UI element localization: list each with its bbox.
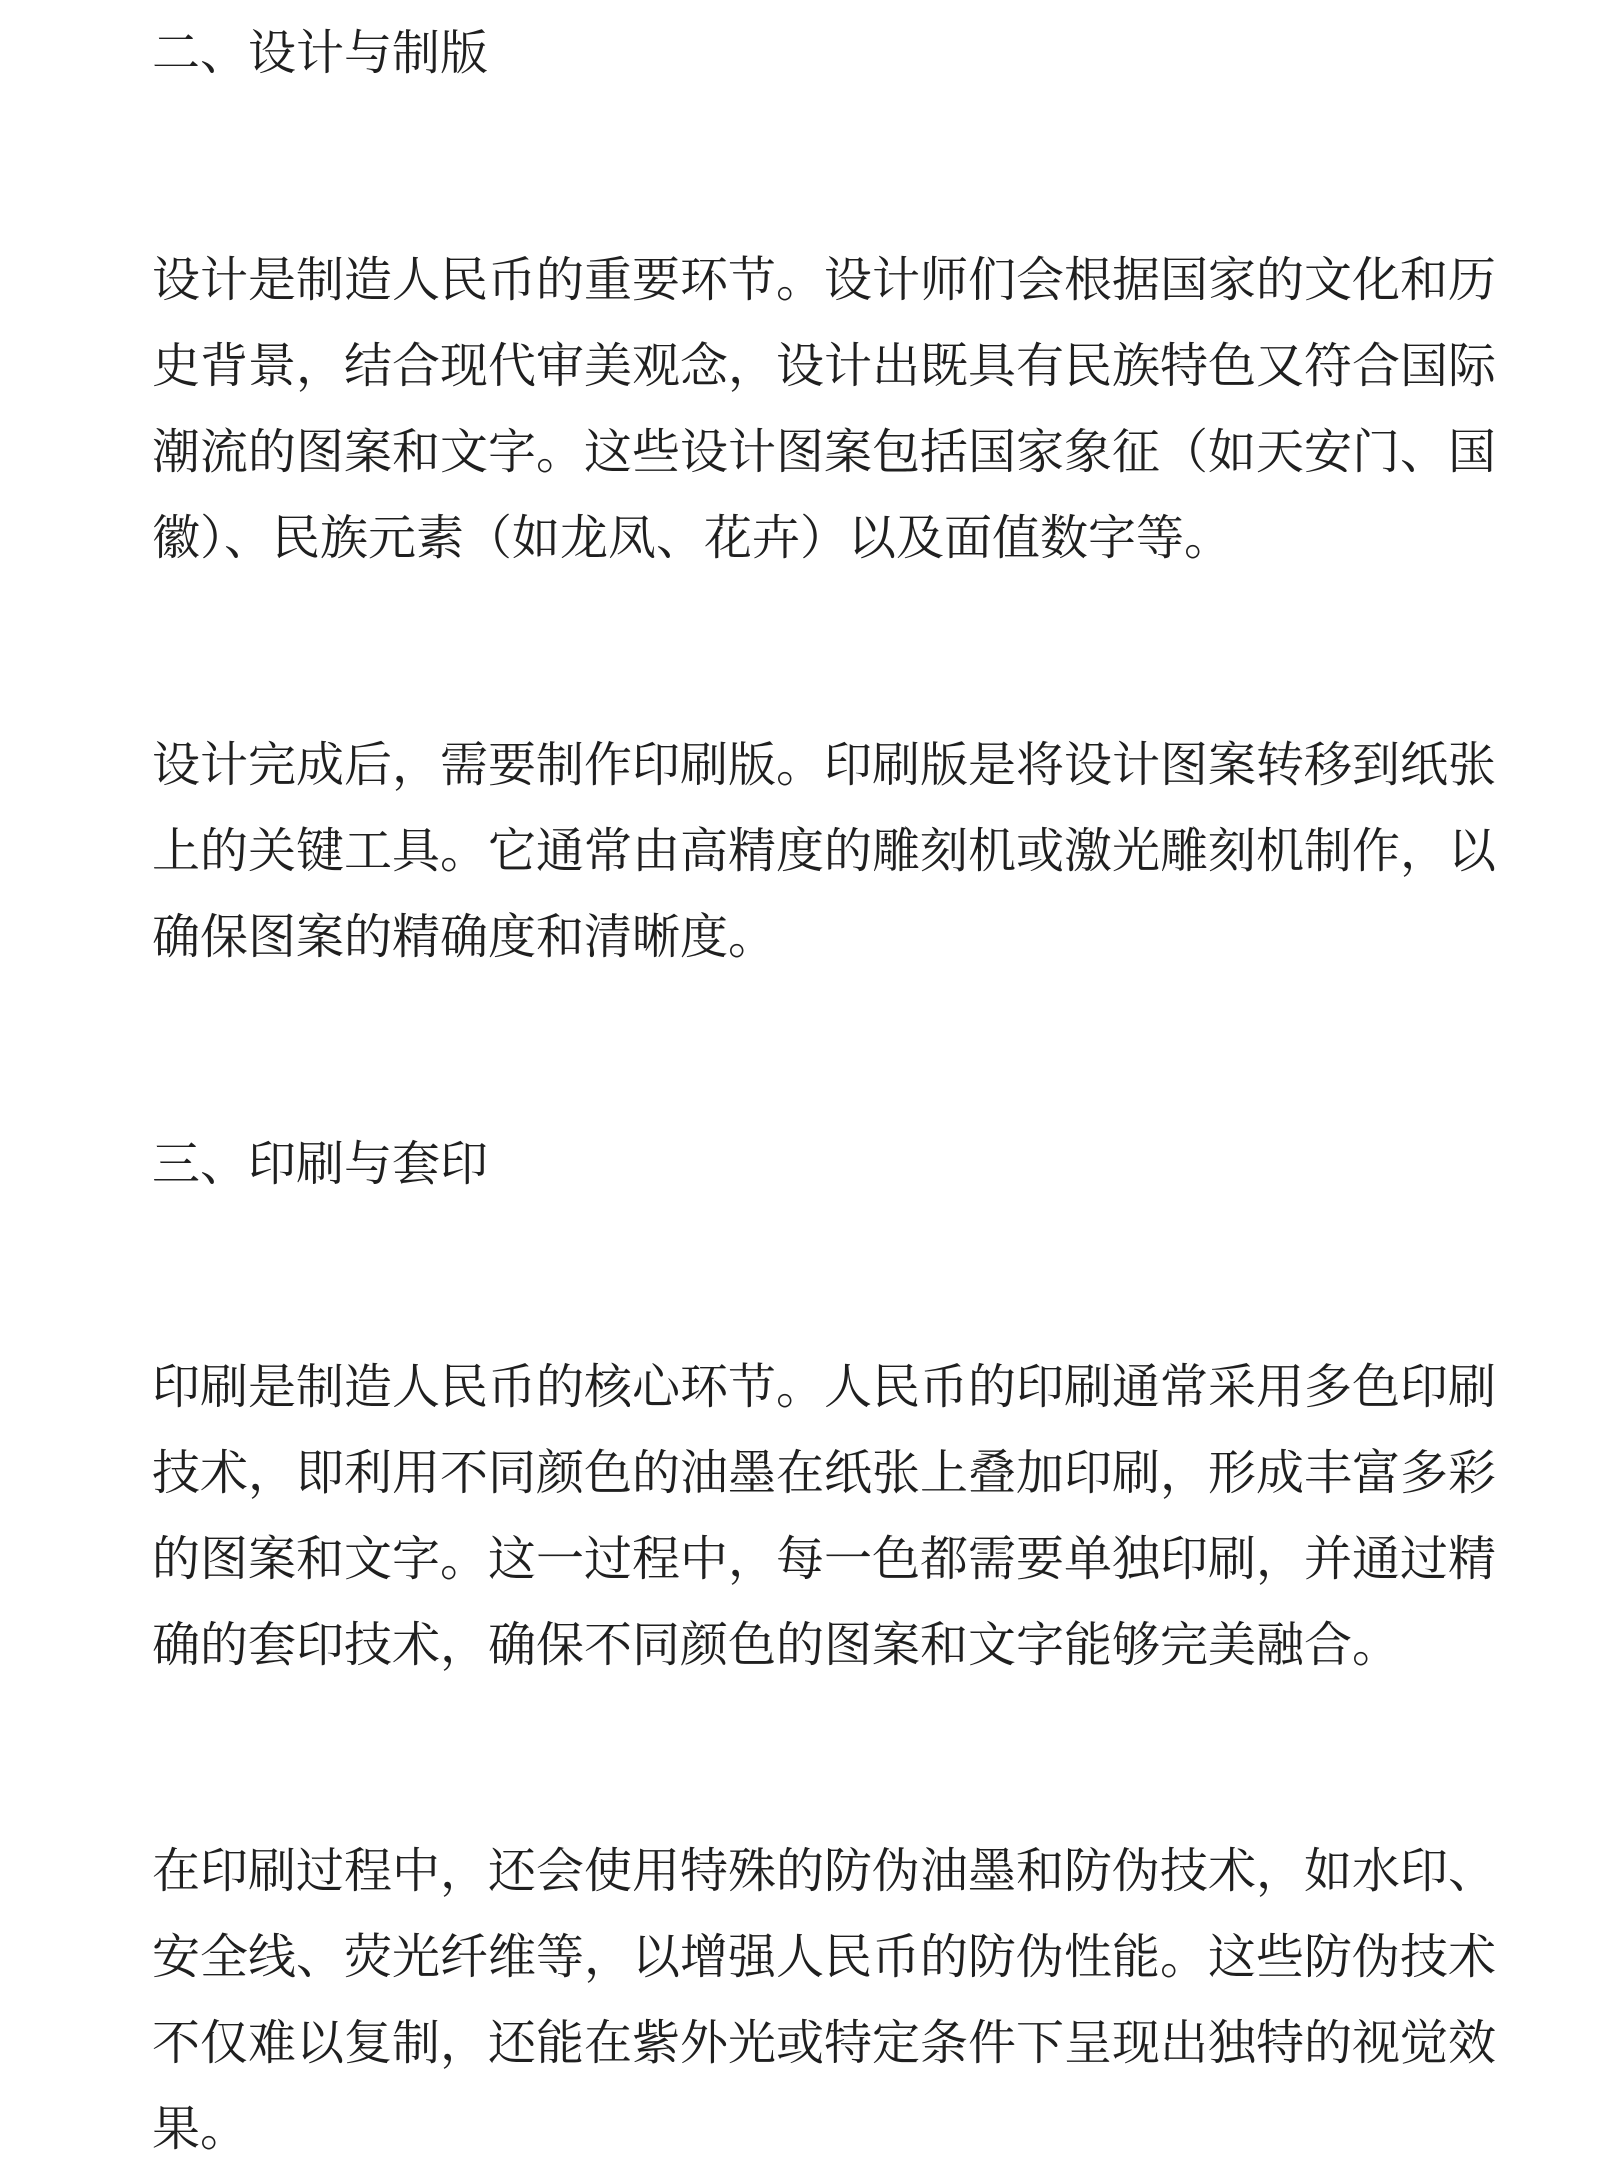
text-line: 技术，即利用不同颜色的油墨在纸张上叠加印刷，形成丰富多彩 bbox=[152, 1445, 1497, 1501]
text-line: 不仅难以复制，还能在紫外光或特定条件下呈现出独特的视觉效 bbox=[152, 2015, 1497, 2071]
paragraph-anti-counterfeit bbox=[152, 1828, 1497, 2172]
text-line: 设计是制造人民币的重要环节。设计师们会根据国家的文化和历 bbox=[152, 252, 1497, 308]
paragraph-design-overview bbox=[152, 237, 1497, 581]
text-line: 确保图案的精确度和清晰度。 bbox=[152, 909, 777, 965]
text-line: 果。 bbox=[152, 2101, 249, 2157]
text-line: 史背景，结合现代审美观念，设计出既具有民族特色又符合国际 bbox=[152, 338, 1497, 394]
paragraph-plate-making bbox=[152, 722, 1497, 980]
text-line: 上的关键工具。它通常由高精度的雕刻机或激光雕刻机制作，以 bbox=[152, 823, 1497, 879]
text-line: 确的套印技术，确保不同颜色的图案和文字能够完美融合。 bbox=[152, 1617, 1401, 1673]
text-line: 在印刷过程中，还会使用特殊的防伪油墨和防伪技术，如水印、 bbox=[152, 1843, 1497, 1899]
text-line: 潮流的图案和文字。这些设计图案包括国家象征（如天安门、国 bbox=[152, 424, 1497, 480]
text-line: 设计完成后，需要制作印刷版。印刷版是将设计图案转移到纸张 bbox=[152, 737, 1497, 793]
section-heading-design: 二、设计与制版 bbox=[152, 25, 489, 81]
paragraph-printing-core bbox=[152, 1344, 1497, 1688]
text-line: 安全线、荧光纤维等，以增强人民币的防伪性能。这些防伪技术 bbox=[152, 1929, 1497, 1985]
text-line: 的图案和文字。这一过程中，每一色都需要单独印刷，并通过精 bbox=[152, 1531, 1497, 1587]
text-line: 徽）、民族元素（如龙凤、花卉）以及面值数字等。 bbox=[152, 510, 1233, 566]
text-line: 印刷是制造人民币的核心环节。人民币的印刷通常采用多色印刷 bbox=[152, 1359, 1497, 1415]
section-heading-printing: 三、印刷与套印 bbox=[152, 1136, 489, 1192]
